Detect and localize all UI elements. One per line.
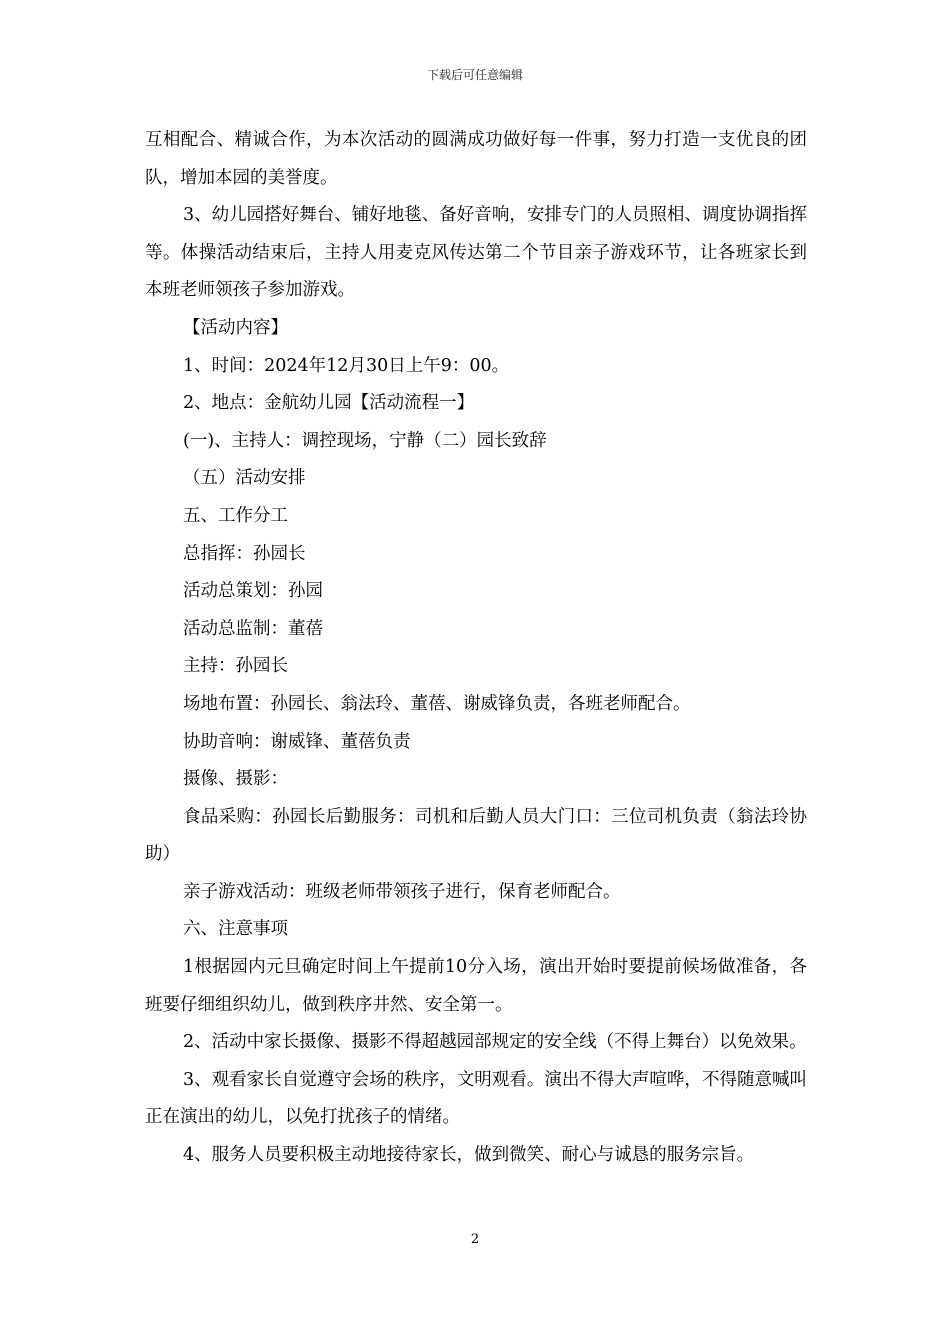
section-heading: 六、注意事项 xyxy=(183,919,288,940)
paragraph: （五）活动安排 xyxy=(183,468,306,489)
paragraph: 3、观看家长自觉遵守会场的秩序，文明观看。演出不得大声喧哗，不得随意喊叫正在演出的幼儿，以免打扰孩子的情绪。 xyxy=(145,1069,807,1128)
paragraph: 食品采购：孙园长后勤服务：司机和后勤人员大门口：三位司机负责（翁法玲协助） xyxy=(145,806,807,865)
paragraph: 互相配合、精诚合作，为本次活动的圆满成功做好每一件事，努力打造一支优良的团队，增加本园的美誉度。 xyxy=(145,130,807,188)
paragraph: (一)、主持人：调控现场，宁静（二）园长致辞 xyxy=(183,430,547,451)
paragraph: 协助音响：谢威锋、董蓓负责 xyxy=(183,731,411,752)
document-body xyxy=(145,122,807,1175)
section-heading: 【活动内容】 xyxy=(183,317,288,338)
paragraph: 2、活动中家长摄像、摄影不得超越园部规定的安全线（不得上舞台）以免效果。 xyxy=(183,1032,807,1053)
page-number: 2 xyxy=(470,1232,480,1247)
paragraph: 1、时间：2024年12月30日上午9：00。 xyxy=(183,355,510,376)
paragraph: 总指挥：孙园长 xyxy=(183,543,306,564)
paragraph: 3、幼儿园搭好舞台、铺好地毯、备好音响，安排专门的人员照相、调度协调指挥等。体操活动结束后，主持人用麦克风传达第二个节目亲子游戏环节，让各班家长到本班老师领孩子参加游戏。 xyxy=(145,205,807,301)
paragraph: 主持：孙园长 xyxy=(183,656,288,677)
paragraph: 活动总策划：孙园 xyxy=(183,581,323,602)
paragraph: 场地布置：孙园长、翁法玲、董蓓、谢威锋负责，各班老师配合。 xyxy=(183,693,691,714)
paragraph: 2、地点：金航幼儿园【活动流程一】 xyxy=(183,393,475,414)
paragraph: 1根据园内元旦确定时间上午提前10分入场，演出开始时要提前候场做准备，各班要仔细组织幼儿，做到秩序井然、安全第一。 xyxy=(145,957,807,1015)
paragraph: 4、服务人员要积极主动地接待家长，做到微笑、耐心与诚恳的服务宗旨。 xyxy=(183,1145,755,1166)
paragraph: 亲子游戏活动：班级老师带领孩子进行，保育老师配合。 xyxy=(183,881,621,902)
paragraph: 摄像、摄影： xyxy=(183,769,288,790)
page-header: 下载后可任意编辑 xyxy=(426,68,523,82)
paragraph: 活动总监制：董蓓 xyxy=(183,618,323,639)
section-heading: 五、工作分工 xyxy=(183,505,288,526)
